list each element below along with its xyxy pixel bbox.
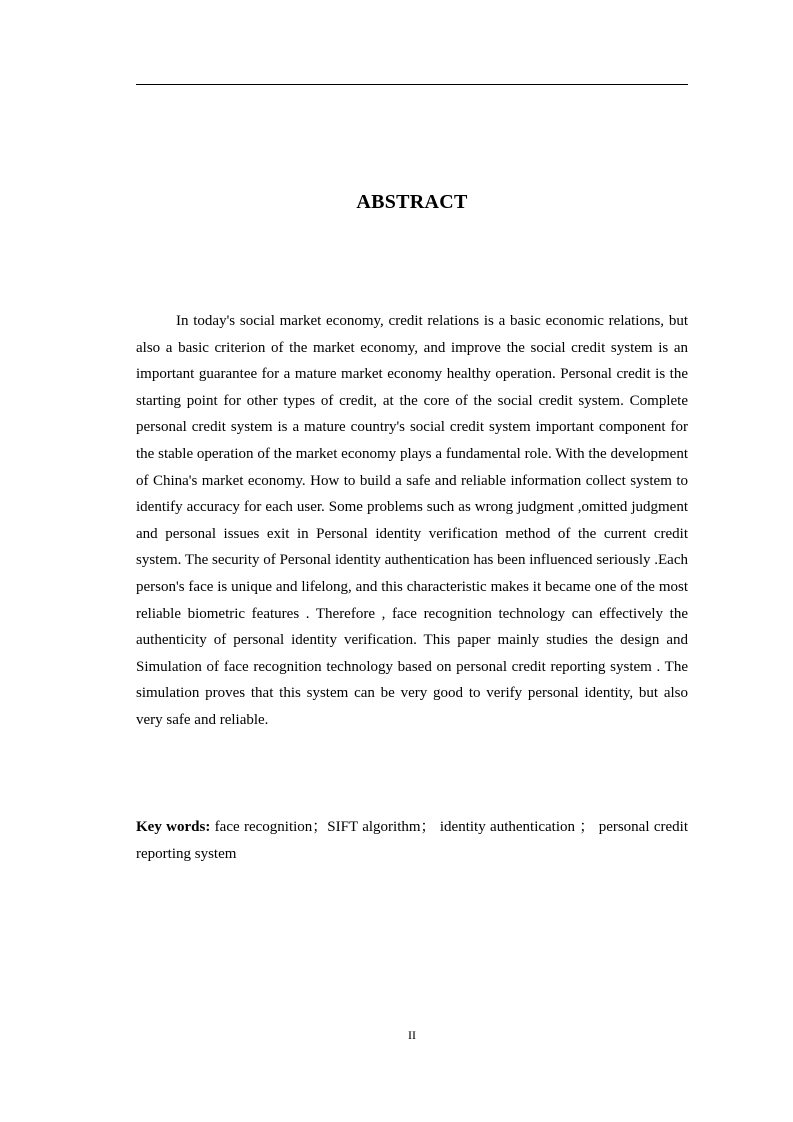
abstract-title: ABSTRACT bbox=[356, 191, 468, 213]
abstract-body: In today's social market economy, credit relations is a basic economic relations, but also a basic criterion of the market economy, and improve the social credit system is an important guarantee for a mature market economy healthy operation. Personal credit is the starting point for other types of credit, at the core of the social credit system. Complete personal credit system is a mature country's social credit system important component for the stable operation of the market economy plays a fundamental role. With the development of China's market economy. How to build a safe and reliable information collect system to identify accuracy for each user. Some problems such as wrong judgment ,omitted judgment and personal issues exit in Personal identity verification method of the current credit system. The security of Personal identity authentication has been influenced seriously .Each person's face is unique and lifelong, and this characteristic makes it became one of the most reliable biometric features . Therefore , face recognition technology can effectively the authenticity of personal identity verification. This paper mainly studies the design and Simulation of face recognition technology based on personal credit reporting system . The simulation proves that this system can be very good to verify personal identity, but also very safe and reliable. bbox=[136, 313, 688, 728]
page-number: II bbox=[408, 1028, 416, 1042]
keywords-text: face recognition；SIFT algorithm； identity authentication ； personal credit reporting system bbox=[136, 819, 688, 862]
keywords-label: Key words: bbox=[136, 819, 211, 835]
header-rule bbox=[136, 84, 688, 85]
keywords-paragraph bbox=[136, 814, 688, 867]
